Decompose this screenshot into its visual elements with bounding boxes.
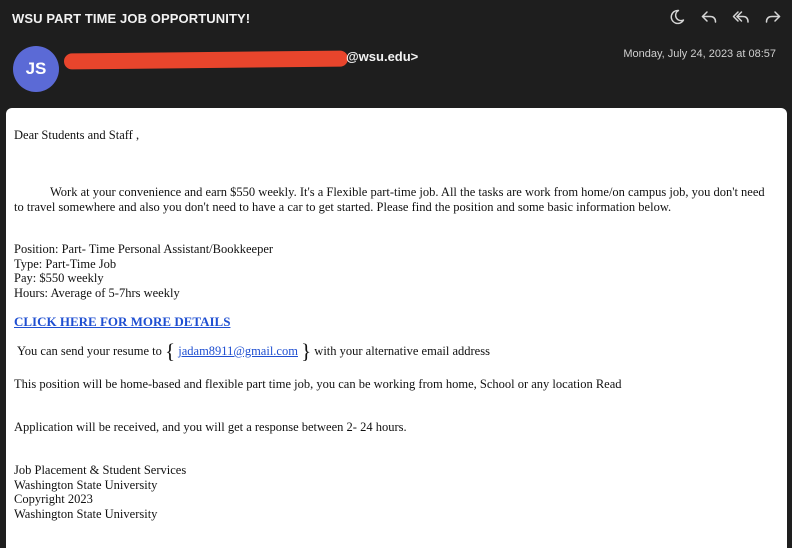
message-actions	[668, 8, 782, 26]
signature-line: Washington State University	[14, 477, 158, 492]
reply-all-icon[interactable]	[732, 8, 750, 26]
email-header	[0, 0, 792, 108]
email-body	[6, 108, 787, 548]
detail-hours: Hours: Average of 5-7hrs weekly	[14, 285, 180, 300]
signature-line: Job Placement & Student Services	[14, 463, 187, 477]
signature-block	[14, 463, 775, 521]
sender-address[interactable]: @wsu.edu>	[346, 49, 419, 64]
detail-type: Type: Part-Time Job	[14, 256, 117, 271]
sender-avatar[interactable]: JS	[13, 46, 59, 92]
resume-prefix: You can send your resume to	[17, 344, 162, 358]
resume-email-link[interactable]: jadam8911@gmail.com	[178, 344, 298, 358]
application-note: Application will be received, and you will get a response between 2- 24 hours.	[14, 420, 407, 434]
sent-date: Monday, July 24, 2023 at 08:57	[623, 48, 776, 60]
reply-icon[interactable]	[700, 8, 718, 26]
resume-suffix: with your alternative email address	[314, 344, 490, 358]
resume-instruction	[17, 339, 775, 363]
moon-icon[interactable]	[668, 8, 686, 26]
detail-pay: Pay: $550 weekly	[14, 271, 104, 285]
brace-close: }	[301, 339, 312, 363]
brace-open: {	[165, 339, 176, 363]
position-note: This position will be home-based and flexible part time job, you can be working from home, School or any location Read	[14, 377, 622, 391]
email-subject: WSU PART TIME JOB OPPORTUNITY!	[12, 11, 251, 26]
more-details-link[interactable]: CLICK HERE FOR MORE DETAILS	[14, 314, 231, 329]
signature-line: Washington State University	[14, 506, 158, 521]
detail-position: Position: Part- Time Personal Assistant/Bookkeeper	[14, 242, 274, 256]
forward-icon[interactable]	[764, 8, 782, 26]
intro-paragraph: Work at your convenience and earn $550 weekly. It's a Flexible part-time job. All the tasks are work from home/on campus job, you don't need to travel somewhere and also you don't need to have a car to get started. Please find the position and some basic information below.	[14, 185, 765, 214]
job-details	[14, 242, 775, 300]
greeting-text: Dear Students and Staff ,	[14, 128, 140, 142]
redacted-sender-name	[64, 51, 348, 70]
signature-line: Copyright 2023	[14, 492, 93, 506]
